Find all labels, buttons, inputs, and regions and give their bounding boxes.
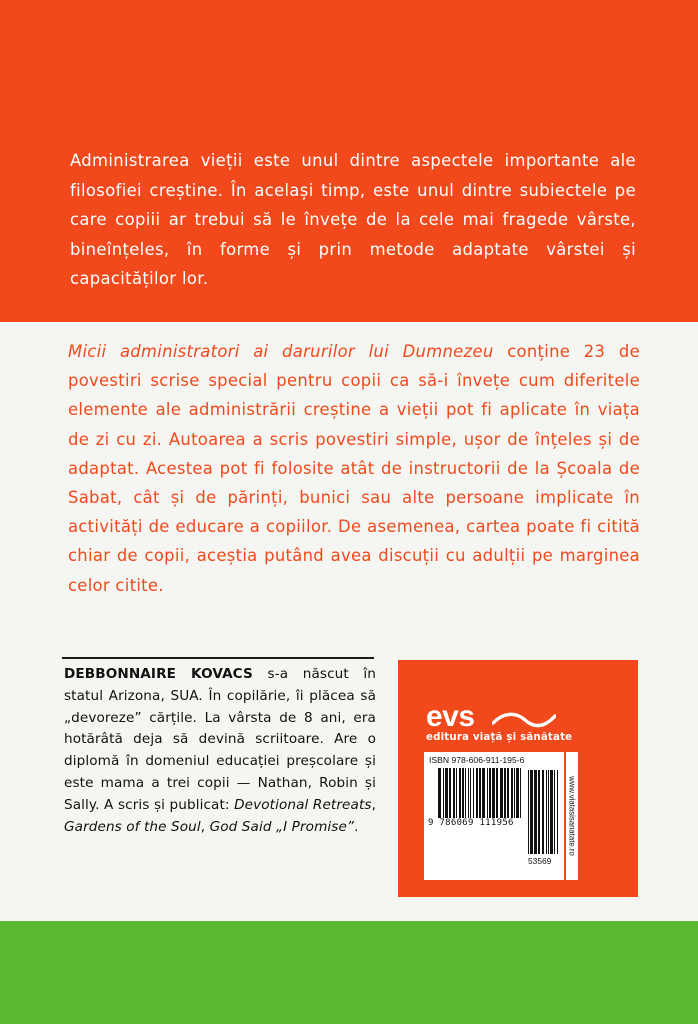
barcode-bar bbox=[554, 770, 555, 854]
addon-barcode bbox=[528, 770, 558, 854]
isbn-barcode bbox=[438, 768, 522, 818]
barcode-bar bbox=[514, 768, 515, 818]
book-title: Micii administratori ai darurilor lui Dumnezeu bbox=[68, 342, 494, 361]
author-name: DEBBONNAIRE KOVACS bbox=[64, 666, 253, 682]
barcode-bar bbox=[456, 768, 457, 818]
publisher-name: editura viață și sănătate bbox=[426, 732, 573, 743]
barcode-bar bbox=[445, 768, 448, 818]
logo-text: evs bbox=[426, 700, 475, 733]
barcode-bar bbox=[516, 768, 519, 818]
barcode-bar bbox=[453, 768, 455, 818]
bottom-green-band bbox=[0, 921, 698, 1024]
barcode-bar bbox=[462, 768, 464, 818]
barcode-bar bbox=[449, 768, 451, 818]
barcode-bar bbox=[489, 768, 491, 818]
barcode-bar bbox=[496, 768, 498, 818]
barcode-bar bbox=[511, 768, 513, 818]
barcode-bar bbox=[443, 768, 444, 818]
barcode-bar bbox=[534, 770, 537, 854]
work-title-2: Gardens of the Soul bbox=[64, 818, 201, 835]
barcode-bar bbox=[542, 770, 544, 854]
intro-paragraph: Administrarea vieții este unul dintre aspectele importante ale filosofiei creștine. În același timp, este unul dintre subiectele pe care copiii ar trebui să le învețe de la cele mai fragede vârste, bineînțeles, în forme și prin metode adaptate vârstei și capacităților lor. bbox=[70, 151, 636, 288]
work-title-3: God Said „I Promise” bbox=[209, 818, 355, 835]
barcode-bar bbox=[546, 770, 547, 854]
publisher-logo bbox=[426, 702, 606, 748]
wave-swoosh-icon bbox=[492, 710, 556, 732]
author-bio bbox=[64, 664, 376, 838]
barcode-bar bbox=[528, 770, 529, 854]
isbn-label: ISBN 978-606-911-195-6 bbox=[429, 755, 525, 765]
barcode-bar bbox=[550, 770, 553, 854]
barcode-bar bbox=[476, 768, 478, 818]
description-text: conține 23 de povestiri scrise special pentru copii ca să-i învețe cum diferitele elemente ale administrării creștine a vieții pot fi aplicate în viața de zi cu zi. Autoarea a scris povestiri simple, ușor de înțeles și de adaptat. Acestea pot fi folosite atât de instructorii de la Școala de Sabat, cât și de părinți, bunici sau alte persoane implicate în activități de educare a copiilor. De asemenea, cartea poate fi citită chiar de copii, aceștia putând avea discuții cu adulții pe marginea celor citite. bbox=[68, 342, 640, 595]
barcode-bar bbox=[492, 768, 495, 818]
website-url: www.viatasisanatate.ro bbox=[567, 776, 577, 856]
barcode-bar bbox=[482, 768, 485, 818]
barcode-bar bbox=[520, 768, 521, 818]
barcode-bar bbox=[504, 768, 506, 818]
barcode-bar bbox=[507, 768, 509, 818]
barcode-bar bbox=[487, 768, 488, 818]
barcode-bar bbox=[459, 768, 461, 818]
barcode-bar bbox=[548, 770, 549, 854]
barcode-bar bbox=[470, 768, 471, 818]
barcode-bar bbox=[465, 768, 466, 818]
bio-text: s-a născut în statul Arizona, SUA. În copilărie, îi plăcea să „devoreze” cărțile. La vârsta de 8 ani, era hotărâtă deja să devină scriitoare. Are o diplomă în domeniul educației preșcolare și este mama a trei copii — Nathan, Robin și Sally. A scris și publicat: bbox=[64, 666, 376, 813]
barcode-bar bbox=[500, 768, 503, 818]
barcode-bar bbox=[538, 770, 540, 854]
bio-separator: , bbox=[200, 818, 210, 835]
work-title-1: Devotional Retreats bbox=[234, 796, 372, 813]
barcode-bar bbox=[479, 768, 481, 818]
website-strip bbox=[566, 752, 578, 880]
barcode-box bbox=[424, 752, 564, 880]
bio-separator: , bbox=[371, 796, 376, 813]
barcode-bar bbox=[530, 770, 533, 854]
addon-code: 53569 bbox=[528, 856, 552, 866]
barcode-number: 9 786069 111956 bbox=[428, 818, 514, 828]
bio-end: . bbox=[354, 818, 359, 835]
barcode-bar bbox=[473, 768, 474, 818]
barcode-bar bbox=[438, 768, 441, 818]
barcode-bar bbox=[557, 770, 558, 854]
bio-divider bbox=[62, 657, 374, 659]
barcode-bar bbox=[468, 768, 469, 818]
description-paragraph bbox=[68, 337, 640, 600]
